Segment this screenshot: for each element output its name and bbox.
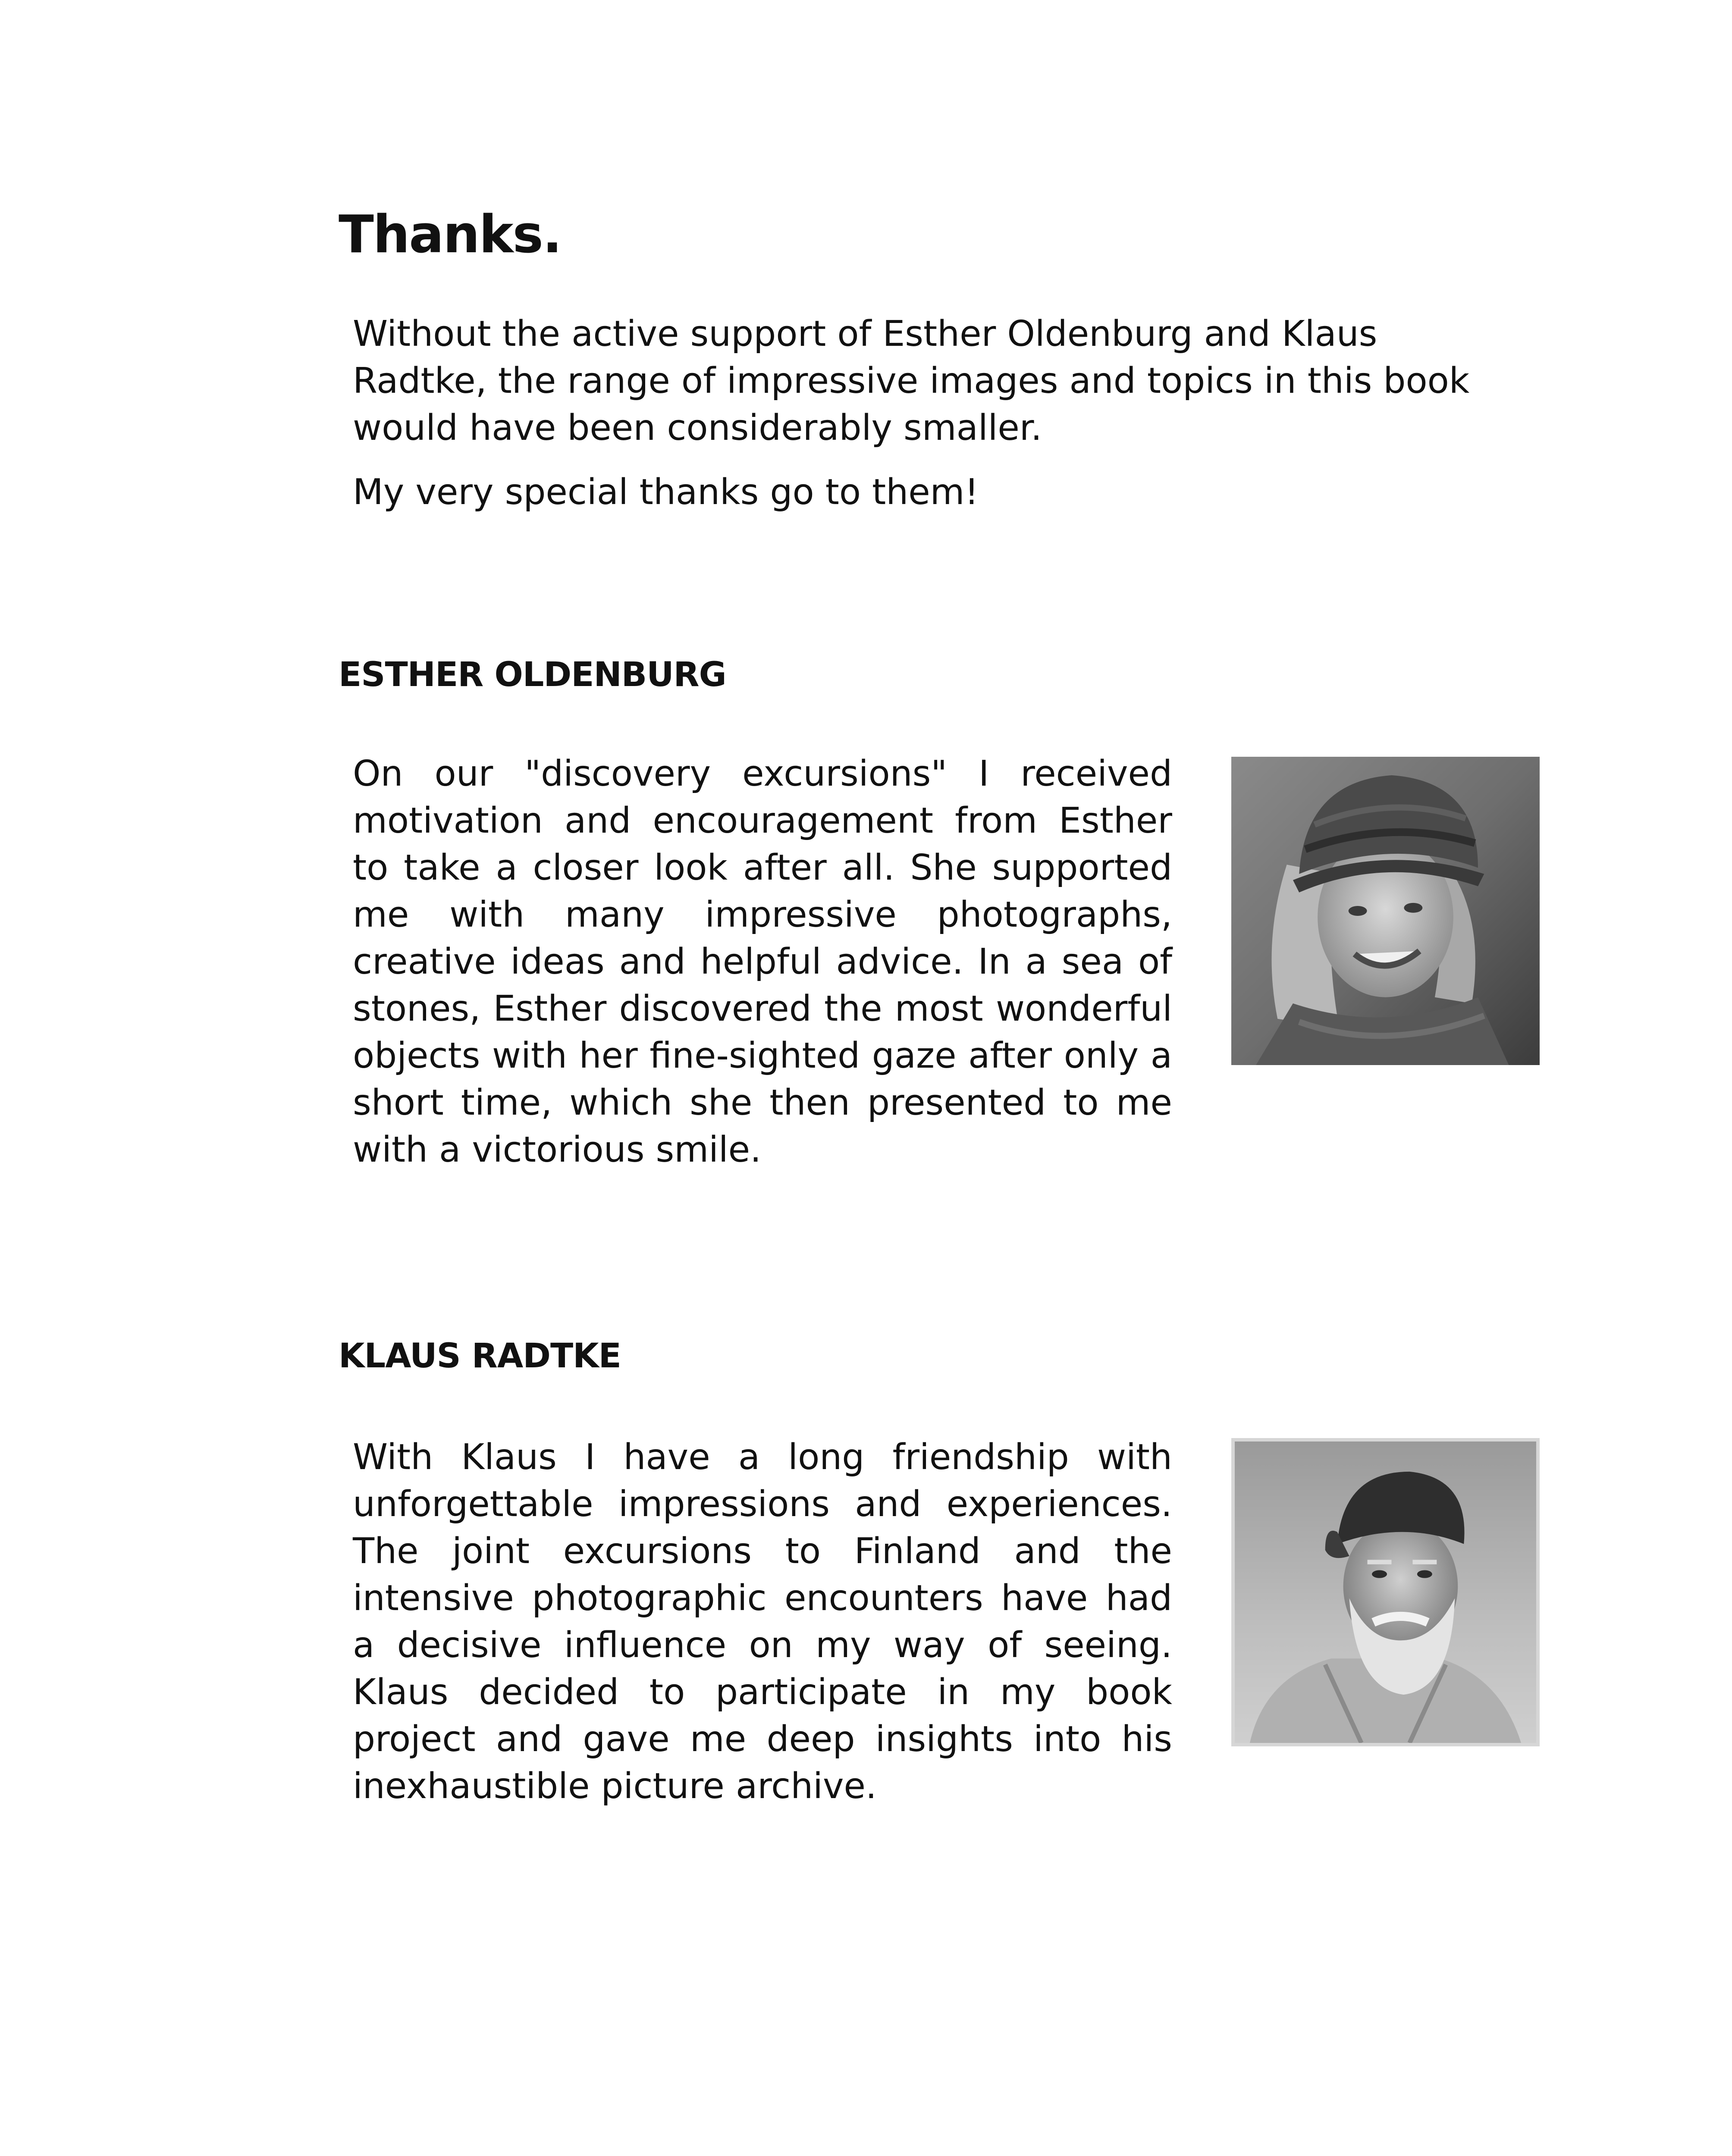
page-title: Thanks.	[339, 205, 562, 265]
section-heading-klaus: KLAUS RADTKE	[339, 1337, 621, 1376]
portrait-photo-klaus	[1231, 1438, 1540, 1746]
intro-block	[353, 310, 1517, 533]
bio-text-klaus: With Klaus I have a long friendship with unforgettable impressions and experiences. The joint excursions to Finland and the intensive photographic encounters have had a decisive influence on my way of seeing. Klaus decided to participate in my book project and gave me deep insights into his inexhaustible picture archive.	[353, 1437, 1172, 1807]
portrait-image-esther	[1231, 757, 1540, 1065]
intro-closing-line: My very special thanks go to them!	[353, 472, 979, 513]
bio-text-esther: On our "discovery excursions" I received motivation and encouragement from Esther to take a closer look after all. She supported me with many impressive photographs, creative ideas and helpful advice. In a sea of stones, Esther discovered the most wonderful objects with her fine-sighted gaze after only a short time, which she then presented to me with a victorious smile.	[353, 753, 1172, 1170]
portrait-image-klaus	[1235, 1442, 1536, 1743]
portrait-photo-esther	[1231, 757, 1540, 1065]
intro-paragraph: Without the active support of Esther Oldenburg and Klaus Radtke, the range of impressive images and topics in this book would have been considerably smaller.	[353, 313, 1470, 448]
section-heading-esther: ESTHER OLDENBURG	[339, 655, 726, 694]
